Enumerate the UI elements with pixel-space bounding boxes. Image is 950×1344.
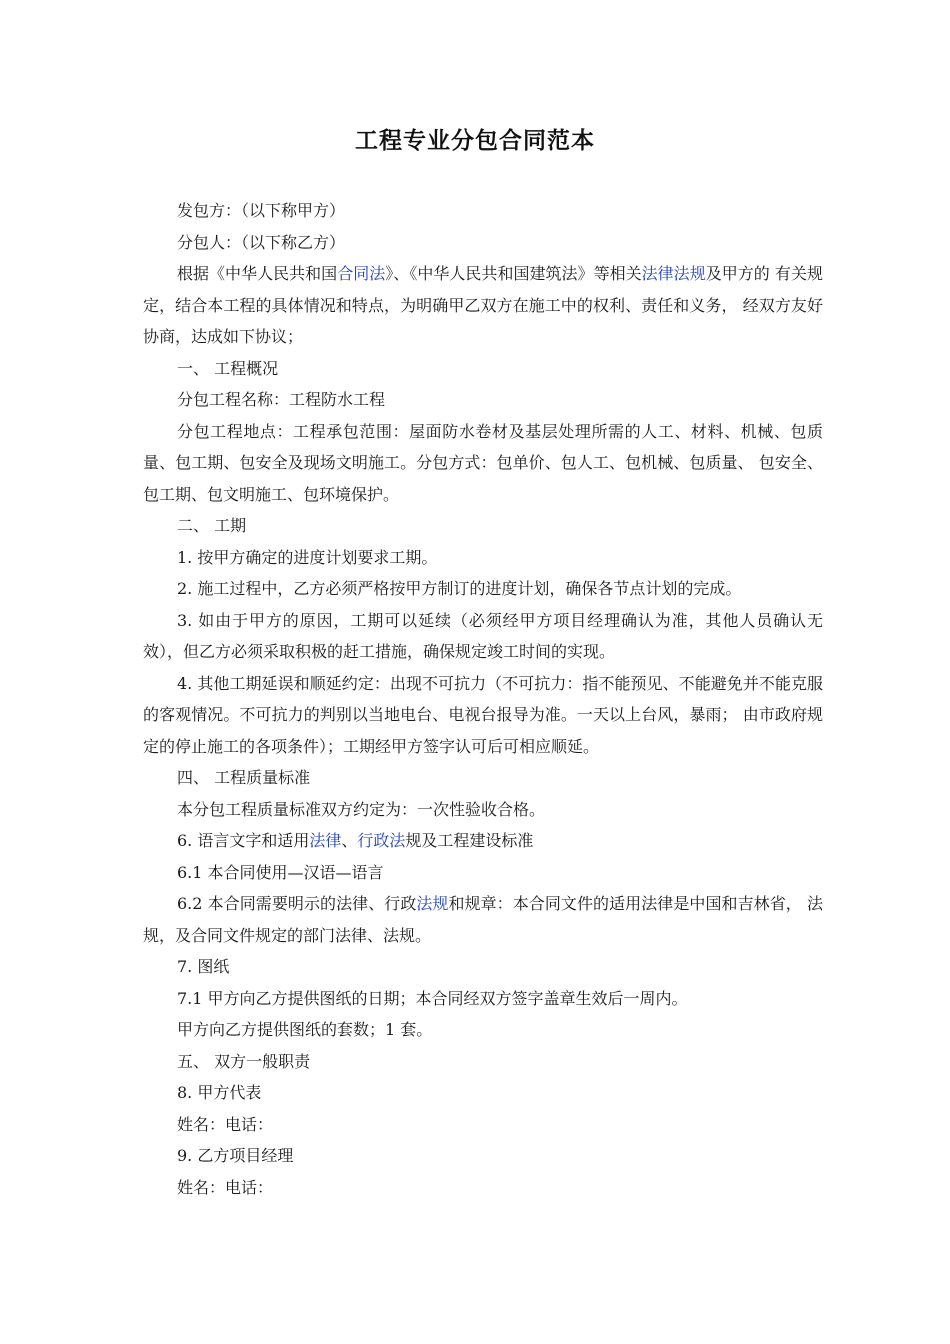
heading-schedule [143,510,823,542]
text: 及甲方的 有关规定，结合本工程的具体情况和特点，为明确甲乙双方在施工中的权利、责任和义务， 经双方友好协商，达成如下协议； [143,264,823,346]
paragraph-6-1 [143,857,823,889]
regulations-link[interactable]: 法规 [416,894,449,913]
paragraph-subcontractor [143,227,823,259]
text: 甲方向乙方提供图纸的套数；1 套。 [177,1020,433,1039]
text: 姓名：电话： [177,1114,274,1134]
paragraph-employer-rep [143,1077,823,1109]
laws-regulations-link[interactable]: 法律法规 [641,264,706,283]
paragraph-project-manager [143,1140,823,1172]
paragraph-basis [143,258,823,353]
text: 一、 工程概况 [177,358,279,378]
text: 1. 按甲方确定的进度计划要求工期。 [177,547,438,567]
text: 8. 甲方代表 [177,1083,262,1102]
text: 7.1 甲方向乙方提供图纸的日期；本合同经双方签字盖章生效后一周内。 [177,988,688,1008]
heading-project-overview [143,353,823,385]
administrative-law-link[interactable]: 行政法 [357,831,406,850]
heading-duties [143,1046,823,1078]
paragraph-schedule-4 [143,668,823,763]
heading-quality-standard [143,762,823,794]
document-body [143,195,823,1203]
paragraph-schedule-2 [143,573,823,605]
heading-drawings [143,951,823,983]
paragraph-schedule-1 [143,542,823,574]
paragraph-project-manager-contact [143,1172,823,1204]
text: 3. 如由于甲方的原因，工期可以延续（必须经甲方项目经理确认为准，其他人员确认无效），但乙方必须采取积极的赶工措施，确保规定竣工时间的实现。 [143,610,823,661]
text: 四、 工程质量标准 [177,768,311,787]
text: 二、 工期 [177,516,247,535]
text: 6.2 本合同需要明示的法律、行政 [177,894,417,913]
text: 五、 双方一般职责 [177,1051,311,1071]
paragraph-project-location [143,416,823,511]
text: 本分包工程质量标准双方约定为：一次性验收合格。 [177,799,546,819]
paragraph-employer-rep-contact [143,1109,823,1141]
text: 发包方：（以下称甲方） [177,201,346,220]
paragraph-language-law [143,825,823,857]
text: 9. 乙方项目经理 [177,1146,294,1165]
text: 2. 施工过程中，乙方必须严格按甲方制订的进度计划，确保各节点计划的完成。 [177,579,742,598]
paragraph-6-2 [143,888,823,951]
paragraph-7-1 [143,983,823,1015]
text: 6. 语言文字和适用 [177,831,310,850]
text: 分包人：（以下称乙方） [177,232,346,252]
text: 姓名：电话： [177,1177,274,1197]
law-link[interactable]: 法律 [309,831,342,850]
paragraph-schedule-3 [143,605,823,668]
contract-law-link[interactable]: 合同法 [337,264,386,283]
text: 7. 图纸 [177,957,230,976]
text: 规及工程建设标准 [405,831,534,850]
paragraph-quality [143,794,823,826]
text: 4. 其他工期延误和顺延约定：出现不可抗力（不可抗力：指不能预见、不能避免并不能克服的客观情况。不可抗力的判别以当地电台、电视台报导为准。一天以上台风，暴雨； 由市政府规定的停止施工的各项条件）；工期经甲方签字认可后可相应顺延。 [143,673,823,756]
paragraph-project-name [143,384,823,416]
text: 》、《中华人民共和国建筑法》等相关 [385,264,642,283]
text: 根据《中华人民共和国 [177,264,338,283]
text: 分包工程地点：工程承包范围：屋面防水卷材及基层处理所需的人工、材料、机械、包质量、包工期、包安全及现场文明施工。分包方式：包单价、包人工、包机械、包质量、 包安全、包工期、包文明施工、包环境保护。 [143,421,823,504]
document-title: 工程专业分包合同范本 [355,127,595,154]
text: 、 [341,831,358,850]
text: 和规章：本合同文件的适用法律是中国和吉林省， 法规，及合同文件规定的部门法律、法规。 [143,894,823,945]
text: 6.1 本合同使用—汉语—语言 [177,862,384,882]
paragraph-employer [143,195,823,227]
paragraph-drawing-sets [143,1014,823,1046]
text: 分包工程名称：工程防水工程 [177,390,386,409]
